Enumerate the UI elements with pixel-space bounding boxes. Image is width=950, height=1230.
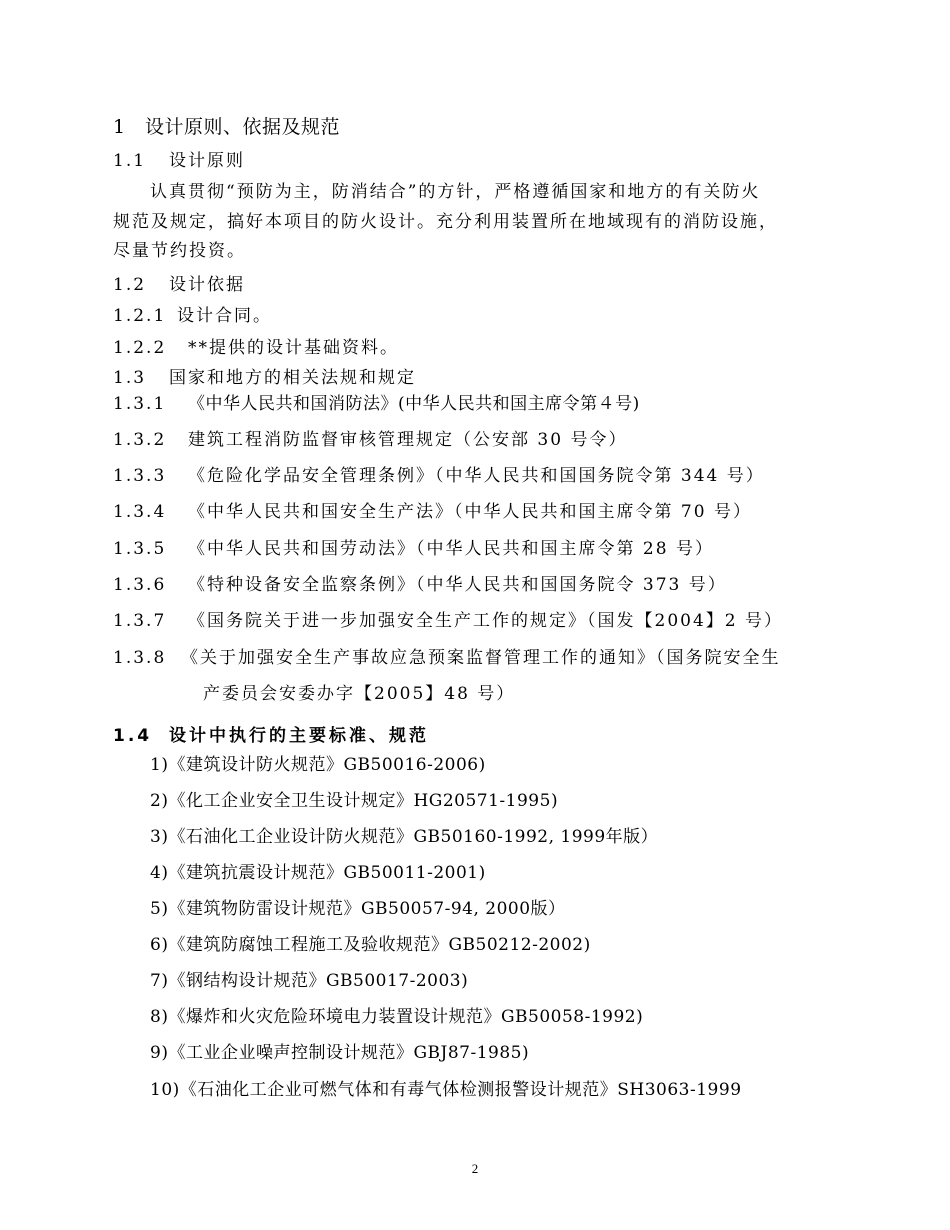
list-item — [113, 338, 399, 358]
subsection-title: 设计中执行的主要标准、规范 — [169, 726, 429, 746]
subsection-number: 1.4 — [113, 726, 153, 746]
standard-item: 5)《建筑物防雷设计规范》GB50057-94, 2000版） — [150, 899, 566, 919]
item-text: 设计合同。 — [177, 306, 272, 326]
item-text: 《危险化学品安全管理条例》（中华人民共和国国务院令第 344 号） — [188, 466, 765, 486]
standard-item: 1)《建筑设计防火规范》GB50016-2006) — [150, 755, 486, 775]
item-text: **提供的设计基础资料。 — [188, 338, 399, 358]
standard-item: 8)《爆炸和火灾危险环境电力装置设计规范》GB50058-1992) — [150, 1007, 644, 1027]
item-number: 1.3.5 — [113, 539, 167, 559]
list-item — [113, 611, 783, 631]
item-text: 建筑工程消防监督审核管理规定（公安部 30 号令） — [188, 430, 628, 450]
standard-item: 2)《化工企业安全卫生设计规定》HG20571-1995) — [150, 791, 559, 811]
list-item — [113, 502, 752, 522]
item-number: 1.3.3 — [113, 466, 167, 486]
subsection-title: 国家和地方的相关法规和规定 — [169, 368, 416, 388]
list-item — [113, 430, 627, 450]
list-item — [113, 575, 727, 595]
list-item — [113, 306, 272, 326]
subsection-heading — [113, 368, 416, 388]
item-number: 1.3.8 — [113, 648, 167, 668]
item-number: 1.3.2 — [113, 430, 167, 450]
standard-item: 7)《钢结构设计规范》GB50017-2003) — [150, 971, 469, 991]
list-item — [113, 394, 640, 414]
item-text: 《中华人民共和国劳动法》（中华人民共和国主席令第 28 号） — [188, 539, 714, 559]
standard-item: 3)《石油化工企业设计防火规范》GB50160-1992, 1999年版） — [150, 827, 659, 847]
item-number: 1.3.4 — [113, 502, 167, 522]
standard-item: 6)《建筑防腐蚀工程施工及验收规范》GB50212-2002) — [150, 935, 591, 955]
subsection-heading — [113, 726, 429, 746]
item-number: 1.3.1 — [113, 394, 167, 414]
standard-item: 4)《建筑抗震设计规范》GB50011-2001) — [150, 863, 486, 883]
subsection-title: 设计依据 — [169, 275, 245, 295]
list-item — [113, 466, 765, 486]
subsection-number: 1.2 — [113, 275, 147, 295]
list-item-continuation: 产委员会安委办字【2005】48 号） — [203, 684, 516, 704]
section-title: 设计原则、依据及规范 — [145, 116, 341, 138]
standard-item: 10)《石油化工企业可燃气体和有毒气体检测报警设计规范》SH3063-1999 — [150, 1080, 742, 1100]
subsection-title: 设计原则 — [169, 151, 245, 171]
list-item — [113, 539, 714, 559]
paragraph-line: 规范及规定，搞好本项目的防火设计。充分利用装置所在地域现有的消防设施， — [113, 212, 778, 232]
item-number: 1.2.1 — [113, 306, 167, 326]
item-text: 《中华人民共和国安全生产法》（中华人民共和国主席令第 70 号） — [188, 502, 752, 522]
section-number: 1 — [113, 116, 126, 138]
subsection-number: 1.3 — [113, 368, 147, 388]
item-text: 《特种设备安全监察条例》（中华人民共和国国务院令 373 号） — [188, 575, 727, 595]
paragraph-line: 认真贯彻“预防为主，防消结合”的方针，严格遵循国家和地方的有关防火 — [150, 182, 761, 202]
subsection-number: 1.1 — [113, 151, 147, 171]
item-text: 《国务院关于进一步加强安全生产工作的规定》（国发【2004】2 号） — [188, 611, 783, 631]
item-text: 《中华人民共和国消防法》(中华人民共和国主席令第４号) — [188, 394, 640, 414]
paragraph-line: 尽量节约投资。 — [113, 241, 246, 261]
list-item — [113, 648, 781, 668]
item-text: 《关于加强安全生产事故应急预案监督管理工作的通知》（国务院安全生 — [181, 648, 781, 668]
subsection-heading — [113, 275, 245, 295]
item-number: 1.3.6 — [113, 575, 167, 595]
standard-item: 9)《工业企业噪声控制设计规范》GBJ87-1985) — [150, 1043, 530, 1063]
subsection-heading — [113, 151, 245, 171]
section-heading — [113, 117, 340, 137]
item-number: 1.2.2 — [113, 338, 167, 358]
page-number: 2 — [471, 1161, 479, 1176]
item-number: 1.3.7 — [113, 611, 167, 631]
